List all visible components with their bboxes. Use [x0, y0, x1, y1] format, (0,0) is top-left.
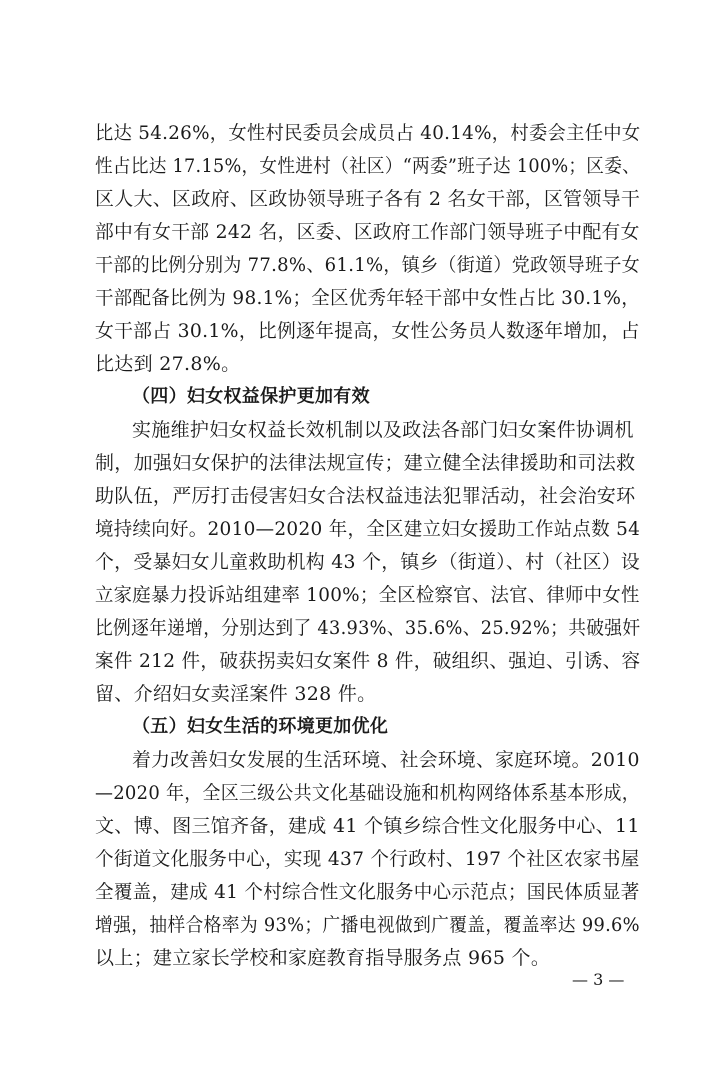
text-line: 个街道文化服务中心，实现 437 个行政村、197 个社区农家书屋: [95, 848, 640, 870]
text-line: 境持续向好。2010—2020 年，全区建立妇女援助工作站点数 54: [95, 518, 641, 540]
page-number: — 3 —: [572, 970, 625, 989]
text-line: —2020 年，全区三级公共文化基础设施和机构网络体系基本形成，: [95, 782, 640, 804]
text-line: 干部的比例分别为 77.8%、61.1%，镇乡（街道）党政领导班子女: [95, 254, 640, 276]
text-line: 比例逐年递增，分别达到了 43.93%、35.6%、25.92%；共破强奸: [95, 617, 641, 639]
text-line: 着力改善妇女发展的生活环境、社会环境、家庭环境。2010: [132, 749, 640, 771]
text-line: 案件 212 件，破获拐卖妇女案件 8 件，破组织、强迫、引诱、容: [95, 650, 641, 672]
section-heading: （五）妇女生活的环境更加优化: [132, 716, 389, 737]
text-line: 女干部占 30.1%，比例逐年提高，女性公务员人数逐年增加，占: [95, 320, 640, 342]
text-line: 全覆盖，建成 41 个村综合性文化服务中心示范点；国民体质显著: [95, 881, 640, 903]
text-line: 以上；建立家长学校和家庭教育指导服务点 965 个。: [95, 947, 551, 969]
text-line: 比达 54.26%，女性村民委员会成员占 40.14%，村委会主任中女: [95, 122, 641, 144]
text-line: 文、博、图三馆齐备，建成 41 个镇乡综合性文化服务中心、11: [95, 815, 640, 837]
section-heading: （四）妇女权益保护更加有效: [132, 386, 370, 407]
text-line: 立家庭暴力投诉站组建率 100%；全区检察官、法官、律师中女性: [95, 584, 640, 606]
text-line: 比达到 27.8%。: [95, 353, 241, 375]
text-line: 助队伍，严厉打击侵害妇女合法权益违法犯罪活动，社会治安环: [95, 485, 636, 507]
text-line: 制，加强妇女保护的法律法规宣传；建立健全法律援助和司法救: [95, 452, 636, 474]
text-line: 区人大、区政府、区政协领导班子各有 2 名女干部，区管领导干: [95, 188, 641, 210]
text-line: 性占比达 17.15%，女性进村（社区）“两委”班子达 100%；区委、: [95, 155, 641, 177]
text-line: 增强，抽样合格率为 93%；广播电视做到广覆盖，覆盖率达 99.6%: [95, 914, 640, 936]
text-line: 个，受暴妇女儿童救助机构 43 个，镇乡（街道）、村（社区）设: [95, 551, 641, 573]
text-line: 部中有女干部 242 名，区委、区政府工作部门领导班子中配有女: [95, 221, 640, 243]
text-line: 实施维护妇女权益长效机制以及政法各部门妇女案件协调机: [132, 419, 634, 441]
text-line: 留、介绍妇女卖淫案件 328 件。: [95, 683, 377, 705]
text-line: 干部配备比例为 98.1%；全区优秀年轻干部中女性占比 30.1%，: [95, 287, 641, 309]
